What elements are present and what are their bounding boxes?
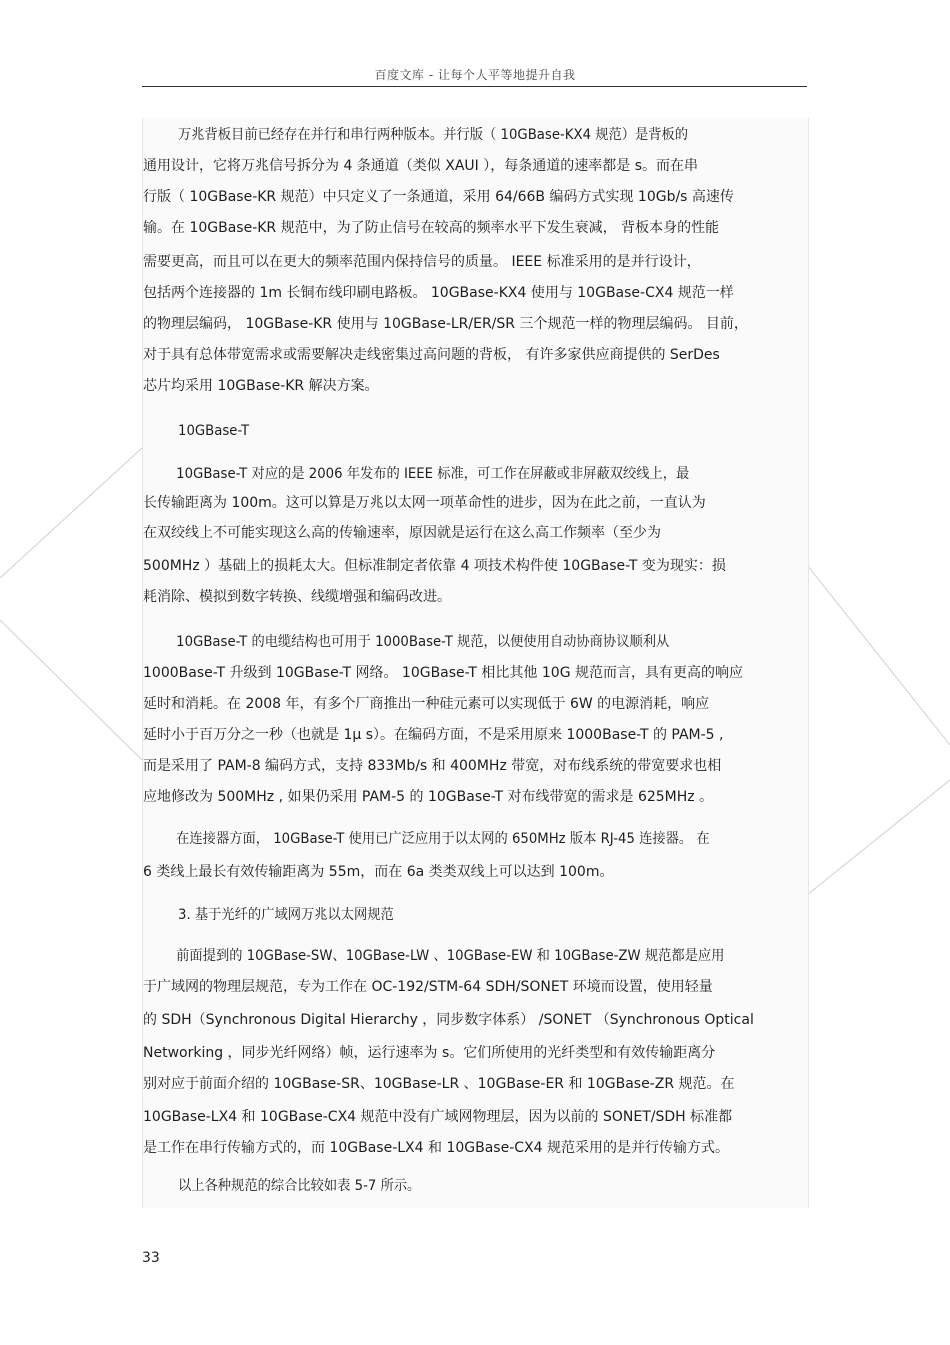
text-line: 应地修改为 500MHz , 如果仍采用 PAM-5 的 10GBase-T 对布线带宽的需求是 625MHz 。 xyxy=(143,789,714,805)
text-line: 以上各种规范的综合比较如表 5-7 所示。 xyxy=(178,1178,421,1194)
text-line: 长传输距离为 100m。这可以算是万兆以太网一项革命性的进步，因为在此之前，一直认为 xyxy=(143,495,706,511)
content-area xyxy=(142,118,809,1208)
text-line: 于广域网的物理层规范，专为工作在 OC-192/STM-64 SDH/SONET 环境而设置，使用轻量 xyxy=(143,979,713,995)
text-line: 行版（ 10GBase-KR 规范）中只定义了一条通道，采用 64/66B 编码方式实现 10Gb/s 高速传 xyxy=(143,189,734,205)
text-line: 10GBase-LX4 和 10GBase-CX4 规范中没有广域网物理层，因为以前的 SONET/SDH 标准都 xyxy=(143,1109,733,1125)
page-number: 33 xyxy=(142,1250,160,1266)
text-line: 芯片均采用 10GBase-KR 解决方案。 xyxy=(143,378,379,394)
page-header: 百度文库 - 让每个人平等地提升自我 xyxy=(374,68,576,82)
paragraph-10gbase-t xyxy=(143,459,808,613)
text-line: Networking ，同步光纤网络）帧，运行速率为 s。它们所使用的光纤类型和有效传输距离分 xyxy=(143,1045,716,1061)
paragraph-backplane xyxy=(143,120,843,151)
text-line: 的 SDH（Synchronous Digital Hierarchy ，同步数字体系） /SONET （Synchronous Optical xyxy=(143,1012,754,1028)
header-rule xyxy=(142,86,807,87)
text-line: 延时和消耗。在 2008 年，有多个厂商推出一种硅元素可以实现低于 6W 的电源消耗，响应 xyxy=(143,696,710,712)
heading-10gbase-t xyxy=(143,416,843,447)
text-line: 耗消除、模拟到数字转换、线缆增强和编码改进。 xyxy=(143,589,451,605)
text-line: 输。在 10GBase-KR 规范中，为了防止信号在较高的频率水平下发生衰减， 背板本身的性能 xyxy=(143,220,720,236)
text-line: 是工作在串行传输方式的，而 10GBase-LX4 和 10GBase-CX4 规范采用的是并行传输方式。 xyxy=(143,1140,729,1156)
paragraph-cable-structure xyxy=(143,627,808,813)
text-line: 500MHz ）基础上的损耗太大。但标准制定者依靠 4 项技术构件使 10GBase-T 变为现实：损 xyxy=(143,558,726,574)
text-line: 包括两个连接器的 1m 长铜布线印刷电路板。 10GBase-KX4 使用与 10GBase-CX4 规范一样 xyxy=(143,285,734,301)
paragraph-wan-phy xyxy=(143,941,808,1164)
text-line: 通用设计，它将万兆信号拆分为 4 条通道（类似 XAUI ），每条通道的速率都是 s。而在串 xyxy=(143,158,698,174)
paragraph-comparison xyxy=(143,1171,843,1202)
text-line: 万兆背板目前已经存在并行和串行两种版本。并行版（ 10GBase-KX4 规范）是背板的 xyxy=(178,127,689,143)
text-line: 10GBase-T 的电缆结构也可用于 1000Base-T 规范，以便使用自动协商协议顺利从 xyxy=(176,634,670,650)
text-line: 而是采用了 PAM-8 编码方式，支持 833Mb/s 和 400MHz 带宽，对布线系统的带宽要求也相 xyxy=(143,758,722,774)
text-line: 3. 基于光纤的广域网万兆以太网规范 xyxy=(178,907,394,923)
paragraph-connector xyxy=(143,824,808,888)
heading-wan-phy xyxy=(143,900,843,931)
text-line: 1000Base-T 升级到 10GBase-T 网络。 10GBase-T 相比其他 10G 规范而言，具有更高的响应 xyxy=(143,665,743,681)
text-line: 在双绞线上不可能实现这么高的传输速率，原因就是运行在这么高工作频率（至少为 xyxy=(143,525,661,541)
text-line: 的物理层编码， 10GBase-KR 使用与 10GBase-LR/ER/SR 三个规范一样的物理层编码。 目前， xyxy=(143,316,748,332)
text-line: 10GBase-T 对应的是 2006 年发布的 IEEE 标准，可工作在屏蔽或非屏蔽双绞线上，最 xyxy=(176,466,690,482)
text-line: 前面提到的 10GBase-SW、10GBase-LW 、10GBase-EW 和 10GBase-ZW 规范都是应用 xyxy=(176,948,725,964)
text-line: 10GBase-T xyxy=(178,423,250,439)
paragraph-backplane-cont xyxy=(143,151,808,402)
text-line: 6 类线上最长有效传输距离为 55m，而在 6a 类类双线上可以达到 100m。 xyxy=(143,864,614,880)
text-line: 延时小于百万分之一秒（也就是 1μ s）。在编码方面，不是采用原来 1000Base-T 的 PAM-5 , xyxy=(143,727,724,743)
text-line: 需要更高，而且可以在更大的频率范围内保持信号的质量。 IEEE 标准采用的是并行设计， xyxy=(143,254,701,270)
text-line: 在连接器方面， 10GBase-T 使用已广泛应用于以太网的 650MHz 版本 RJ-45 连接器。 在 xyxy=(176,831,710,847)
text-line: 对于具有总体带宽需求或需要解决走线密集过高问题的背板， 有许多家供应商提供的 SerDes xyxy=(143,347,720,363)
text-line: 别对应于前面介绍的 10GBase-SR、10GBase-LR 、10GBase-ER 和 10GBase-ZR 规范。在 xyxy=(143,1076,735,1092)
